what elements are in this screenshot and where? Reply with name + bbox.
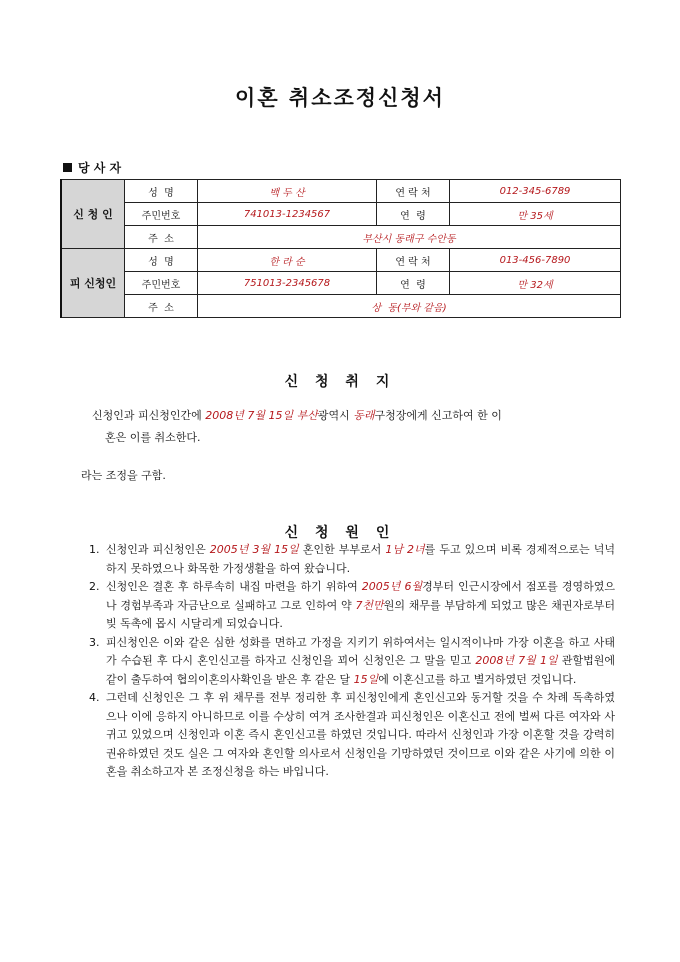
reason-text: 를 두고 있으며 비록 경제적으로는 넉넉하지 못하였으나 화목한 가정생활을 하여 왔습니다. <box>106 543 615 575</box>
applicant-id-label: 주민번호 <box>125 203 198 226</box>
reason-item-3 <box>89 634 615 690</box>
respondent-row-address <box>61 295 621 318</box>
purpose-text-a: 신청인과 피신청인간에 <box>92 409 206 422</box>
reason-date: 2005년 3월 15일 <box>209 543 299 556</box>
reason-number: 3. <box>89 635 100 649</box>
applicant-address-label: 주 소 <box>125 226 198 249</box>
reason-day: 15일 <box>353 672 379 686</box>
applicant-row-name <box>61 180 621 203</box>
applicant-address: 부산시 동래구 수안동 <box>198 226 621 249</box>
reason-text: 피신청인은 이와 같은 심한 성화를 면하고 가정을 지키기 위하여서는 일시적이나마 가장 이혼을 하고 사태가 수습된 후 다시 혼인신고를 하자고 신청인을 꾀어 신청인은 그 말을 믿고 <box>106 635 615 667</box>
purpose-text-b: 광역시 <box>317 409 354 422</box>
reason-number: 1. <box>89 543 100 556</box>
reason-text: 그런데 신청인은 그 후 위 채무를 전부 정리한 후 피신청인에게 혼인신고와 동거할 것을 수 차례 독촉하였으나 이에 응하지 아니하므로 이를 수상히 여겨 조사한결과 피신청인은 이혼신고 전에 벌써 다른 여자와 사귀고 있었으며 신청인과 이혼 즉시 혼인신고를 하였던 것입니다. 따라서 신청인과 가장 이혼할 것을 강력히 권유하였던 것도 실은 그 여자와 혼인할 의사로서 신청인을 기망하였던 것이므로 이와 같은 사기에 의한 이혼을 취소하고자 본 조정신청을 하는 바입니다. <box>106 691 615 778</box>
respondent-name: 한 라 순 <box>198 249 377 272</box>
document-title: 이혼 취소조정신청서 <box>235 85 445 110</box>
respondent-role-cell: 피 신청인 <box>61 249 125 318</box>
reason-text: 신청인은 결혼 후 하루속히 내집 마련을 하기 위하여 <box>106 580 362 593</box>
purpose-closing: 라는 조정을 구함. <box>81 469 166 482</box>
respondent-age: 만 32세 <box>450 272 621 295</box>
applicant-name: 백 두 산 <box>198 180 377 203</box>
respondent-age-label: 연 령 <box>377 272 450 295</box>
reasons-list <box>89 541 615 782</box>
applicant-contact: 012-345-6789 <box>450 180 621 203</box>
respondent-contact: 013-456-7890 <box>450 249 621 272</box>
parties-section-heading <box>63 159 121 176</box>
respondent-row-id <box>61 272 621 295</box>
purpose-paragraph <box>92 405 620 449</box>
reason-item-2 <box>89 578 615 634</box>
purpose-text-c: 구청장에게 신고하여 한 이 <box>374 409 502 422</box>
reason-text: 에 이혼신고를 하고 별거하였던 것입니다. <box>378 672 577 686</box>
applicant-age: 만 35세 <box>450 203 621 226</box>
respondent-contact-label: 연 락 처 <box>377 249 450 272</box>
reason-text: 혼인한 부부로서 <box>298 543 386 556</box>
reason-text: 원의 채무를 부담하게 되었고 많은 채권자로부터 빚 독촉에 몹시 시달리게 되었습니다. <box>106 598 615 630</box>
purpose-date: 2008년 7월 15일 부산 <box>205 409 318 422</box>
applicant-name-label: 성 명 <box>125 180 198 203</box>
reason-item-4 <box>89 689 615 782</box>
reasons-heading: 신 청 원 인 <box>284 525 396 541</box>
parties-table <box>60 179 621 318</box>
purpose-line-2: 혼은 이를 취소한다. <box>105 431 201 444</box>
reason-item-1 <box>89 541 615 578</box>
respondent-address: 상 동(부와 같음) <box>198 295 621 318</box>
applicant-role-cell: 신 청 인 <box>61 180 125 249</box>
purpose-district: 동래 <box>353 409 375 422</box>
reason-text: 관할법원에 같이 출두하여 협의이혼의사확인을 받은 후 같은 달 <box>106 654 615 686</box>
respondent-id: 751013-2345678 <box>198 272 377 295</box>
reason-text: 경부터 인근시장에서 점포를 경영하였으나 경험부족과 자금난으로 실패하고 그로 인하여 약 <box>106 580 615 612</box>
applicant-age-label: 연 령 <box>377 203 450 226</box>
parties-section-label: 당 사 자 <box>78 161 122 175</box>
purpose-line-1 <box>92 405 620 427</box>
reason-text: 신청인과 피신청인은 <box>106 543 210 556</box>
purpose-heading: 신 청 취 지 <box>284 374 396 390</box>
reason-date: 2008년 7월 1일 <box>475 654 558 667</box>
reason-children: 1남 2녀 <box>385 543 425 556</box>
reason-number: 4. <box>89 691 100 704</box>
respondent-id-label: 주민번호 <box>125 272 198 295</box>
applicant-row-id <box>61 203 621 226</box>
applicant-id: 741013-1234567 <box>198 203 377 226</box>
reason-amount: 7천만 <box>355 598 384 612</box>
respondent-address-label: 주 소 <box>125 295 198 318</box>
respondent-name-label: 성 명 <box>125 249 198 272</box>
respondent-row-name <box>61 249 621 272</box>
applicant-row-address <box>61 226 621 249</box>
reason-number: 2. <box>89 580 100 593</box>
applicant-contact-label: 연 락 처 <box>377 180 450 203</box>
square-bullet-icon <box>63 163 72 172</box>
reason-date: 2005년 6월 <box>361 580 423 593</box>
